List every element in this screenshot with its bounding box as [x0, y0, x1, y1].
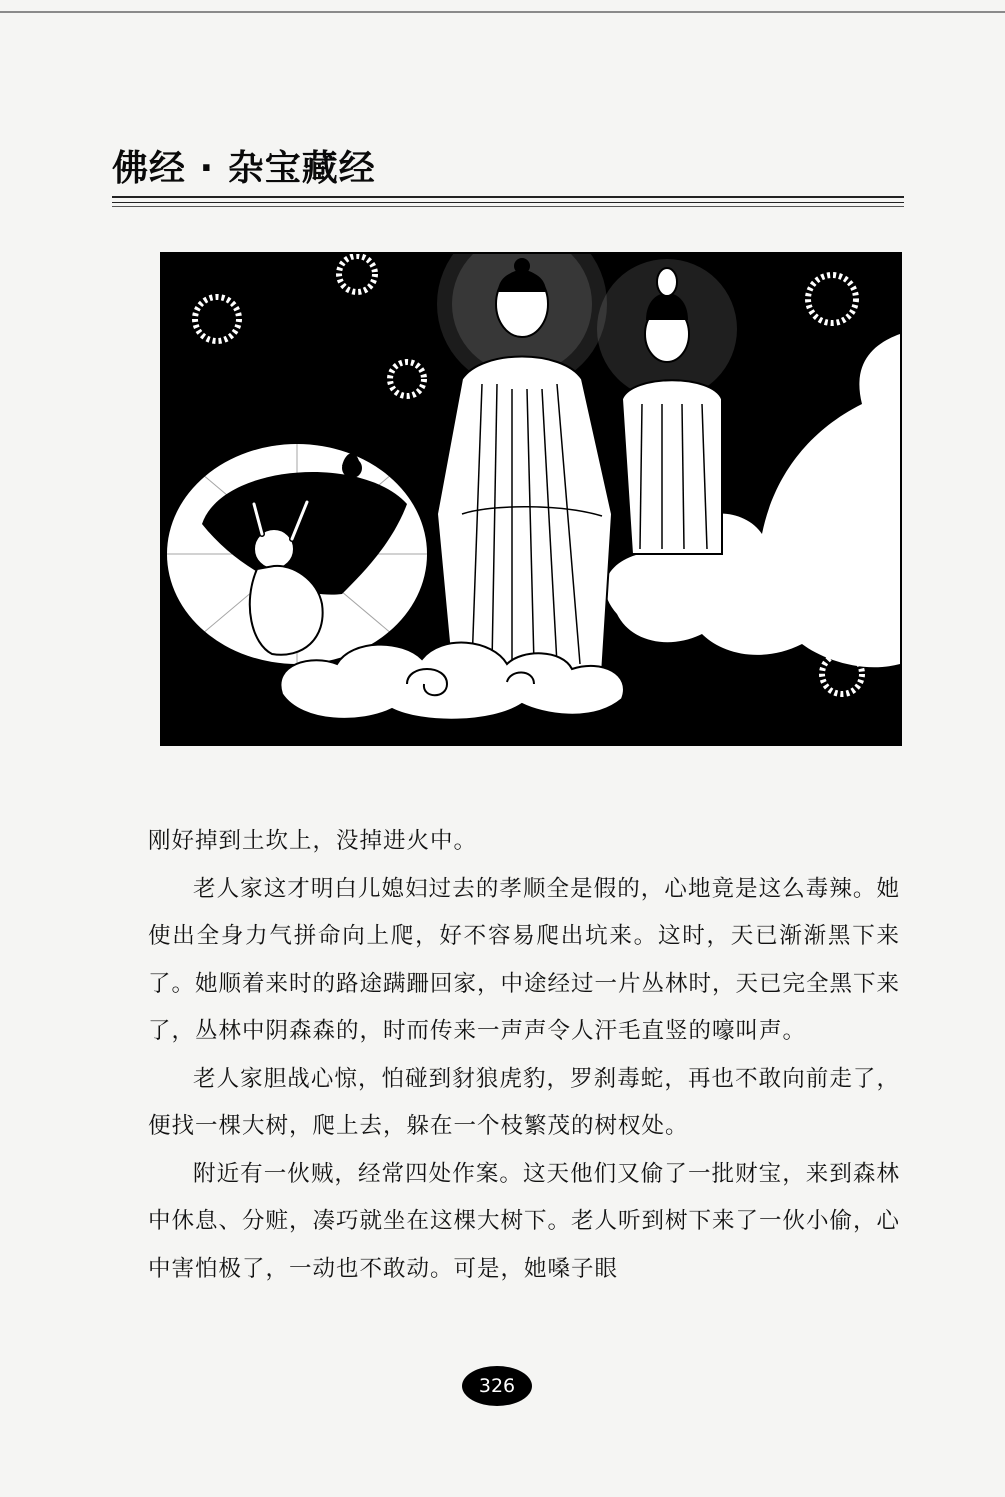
running-header-title: 佛经 · 杂宝藏经 — [112, 148, 376, 189]
page-number: 326 — [462, 1366, 532, 1406]
body-text — [148, 818, 900, 1293]
header-rule — [112, 196, 904, 198]
paragraph: 老人家胆战心惊，怕碰到豺狼虎豹，罗刹毒蛇，再也不敢向前走了，便找一棵大树，爬上去，躲在一个枝繁茂的树杈处。 — [148, 1065, 900, 1139]
header-rule — [112, 206, 904, 207]
paragraph: 老人家这才明白儿媳妇过去的孝顺全是假的，心地竟是这么毒辣。她使出全身力气拼命向上爬，好不容易爬出坑来。这时，天已渐渐黑下来了。她顺着来时的路途蹒跚回家，中途经过一片丛林时，天已完全黑下来了，丛林中阴森森的，时而传来一声声令人汗毛直竖的嚎叫声。 — [148, 875, 901, 1044]
top-page-rule — [0, 11, 1005, 13]
paragraph: 附近有一伙贼，经常四处作案。这天他们又偷了一批财宝，来到森林中休息、分赃，凑巧就坐在这棵大树下。老人听到树下来了一伙小偷，心中害怕极了，一动也不敢动。可是，她嗓子眼 — [148, 1160, 901, 1282]
paragraph: 刚好掉到土坎上，没掉进火中。 — [148, 828, 478, 854]
buddha-illustration — [160, 252, 902, 746]
header-rule — [112, 202, 904, 203]
